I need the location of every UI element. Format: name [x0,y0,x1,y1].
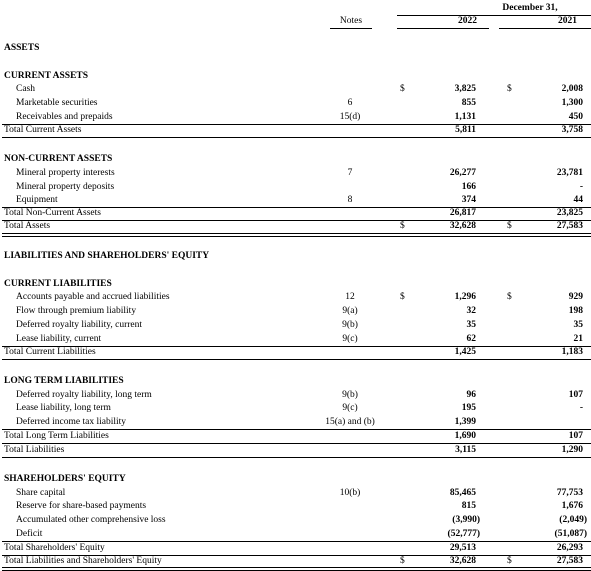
row-label: Total Long Term Liabilities [4,431,109,441]
note-ref: 9(b) [342,390,358,400]
value-2022: 1,296 [454,292,476,302]
notes-header: Notes [339,16,363,26]
note-ref: 9(c) [342,403,358,413]
note-ref: 6 [347,98,353,108]
value-2022: 32,628 [449,556,476,566]
row-rule [2,220,591,221]
non-current-assets-heading: NON-CURRENT ASSETS [4,154,113,164]
value-2022: 374 [461,195,476,205]
year-2021-header: 2021 [558,16,577,26]
row-rule [2,359,591,360]
row-label: Total Shareholders' Equity [4,543,105,553]
row-label: Deferred income tax liability [16,417,126,427]
row-label: Lease liability, long term [16,403,111,413]
value-2022: 1,131 [454,112,476,122]
value-2022: 5,811 [455,125,476,135]
currency-sign: $ [507,221,512,231]
value-2022: (3,990) [452,515,480,525]
date-header: December 31, [502,3,558,13]
currency-sign: $ [400,221,405,231]
row-label: Equipment [16,195,58,205]
row-rule [2,137,591,138]
row-label: Total Current Assets [4,125,82,135]
note-ref: 8 [347,195,353,205]
double-rule [2,567,591,571]
value-2022: 35 [466,320,476,330]
note-ref: 7 [347,168,353,178]
value-2022: 32 [466,306,476,316]
currency-sign: $ [507,84,512,94]
value-2021: 450 [568,112,583,122]
row-rule [2,457,591,458]
row-label: Total Liabilities [4,445,65,455]
row-rule [2,443,591,444]
value-2022: 26,817 [449,208,476,218]
value-2021: 198 [568,306,583,316]
row-label: Mineral property interests [16,168,115,178]
value-2022: 3,115 [455,445,476,455]
note-ref: 9(b) [342,320,358,330]
row-label: Flow through premium liability [16,306,137,316]
current-assets-heading: CURRENT ASSETS [4,71,89,81]
row-rule [2,429,591,430]
value-2022: 195 [461,403,476,413]
liabilities-equity-heading: LIABILITIES AND SHAREHOLDERS' EQUITY [4,251,210,261]
value-2021: 44 [573,195,583,205]
value-2021: 107 [568,390,583,400]
row-label: Reserve for share-based payments [16,501,147,511]
value-2022: 62 [466,334,476,344]
value-2021: (2,049) [559,515,587,525]
long-term-liabilities-heading: LONG TERM LIABILITIES [4,376,124,386]
value-2021: 27,583 [556,221,583,231]
value-2021: 929 [568,292,583,302]
value-2021: 35 [573,320,583,330]
currency-sign: $ [507,292,512,302]
value-2021: 2,008 [561,84,583,94]
value-2021: 27,583 [556,556,583,566]
value-2021: 23,781 [556,168,583,178]
row-label: Deficit [16,529,43,539]
value-2021: 1,300 [561,98,583,108]
row-label: Deferred royalty liability, long term [16,390,152,400]
value-2021: 1,676 [561,501,583,511]
row-label: Lease liability, current [16,334,102,344]
value-2022: 29,513 [449,543,476,553]
row-label: Total Non-Current Assets [4,208,101,218]
row-label: Share capital [16,488,66,498]
value-2022: 26,277 [449,168,476,178]
row-label: Cash [16,84,35,94]
notes-underline [330,28,372,29]
currency-sign: $ [400,84,405,94]
note-ref: 9(c) [342,334,358,344]
value-2021: - [579,403,583,413]
row-label: Total Current Liabilities [4,347,96,357]
row-label: Mineral property deposits [16,182,115,192]
value-2021: 3,758 [561,125,583,135]
shareholders-equity-heading: SHAREHOLDERS' EQUITY [4,474,126,484]
row-label: Accumulated other comprehensive loss [16,515,166,525]
value-2022: 855 [461,98,476,108]
value-2022: 96 [466,390,476,400]
note-ref: 10(b) [339,488,361,498]
note-ref: 15(a) and (b) [325,417,375,427]
col2022-underline [397,28,489,29]
year-2022-header: 2022 [458,16,477,26]
value-2022: 166 [461,182,476,192]
row-label: Marketable securities [16,98,98,108]
value-2022: (52,777) [447,529,480,539]
value-2022: 1,690 [454,431,476,441]
row-rule [2,541,591,542]
row-rule [2,124,591,125]
row-label: Accounts payable and accrued liabilities [16,292,170,302]
note-ref: 9(a) [342,306,358,316]
currency-sign: $ [400,292,405,302]
value-2021: 26,293 [556,543,583,553]
value-2021: - [579,182,583,192]
row-label: Total Assets [4,221,51,231]
value-2022: 3,825 [454,84,476,94]
value-2022: 815 [461,501,476,511]
value-2021: 77,753 [556,488,583,498]
note-ref: 12 [345,292,355,302]
value-2022: 32,628 [449,221,476,231]
col2021-underline [499,28,591,29]
value-2021: (51,087) [554,529,587,539]
currency-sign: $ [400,556,405,566]
value-2021: 1,290 [561,445,583,455]
currency-sign: $ [507,556,512,566]
value-2022: 85,465 [449,488,476,498]
note-ref: 15(d) [339,112,361,122]
value-2022: 1,399 [454,417,476,427]
row-label: Deferred royalty liability, current [16,320,142,330]
current-liabilities-heading: CURRENT LIABILITIES [4,279,112,289]
double-rule [2,233,591,237]
value-2021: 1,183 [561,347,583,357]
value-2021: 107 [568,431,583,441]
assets-heading: ASSETS [4,43,40,53]
row-label: Receivables and prepaids [16,112,113,122]
value-2021: 23,825 [556,208,583,218]
value-2022: 1,425 [454,347,476,357]
row-label: Total Liabilities and Shareholders' Equity [4,556,162,566]
value-2021: 21 [573,334,583,344]
